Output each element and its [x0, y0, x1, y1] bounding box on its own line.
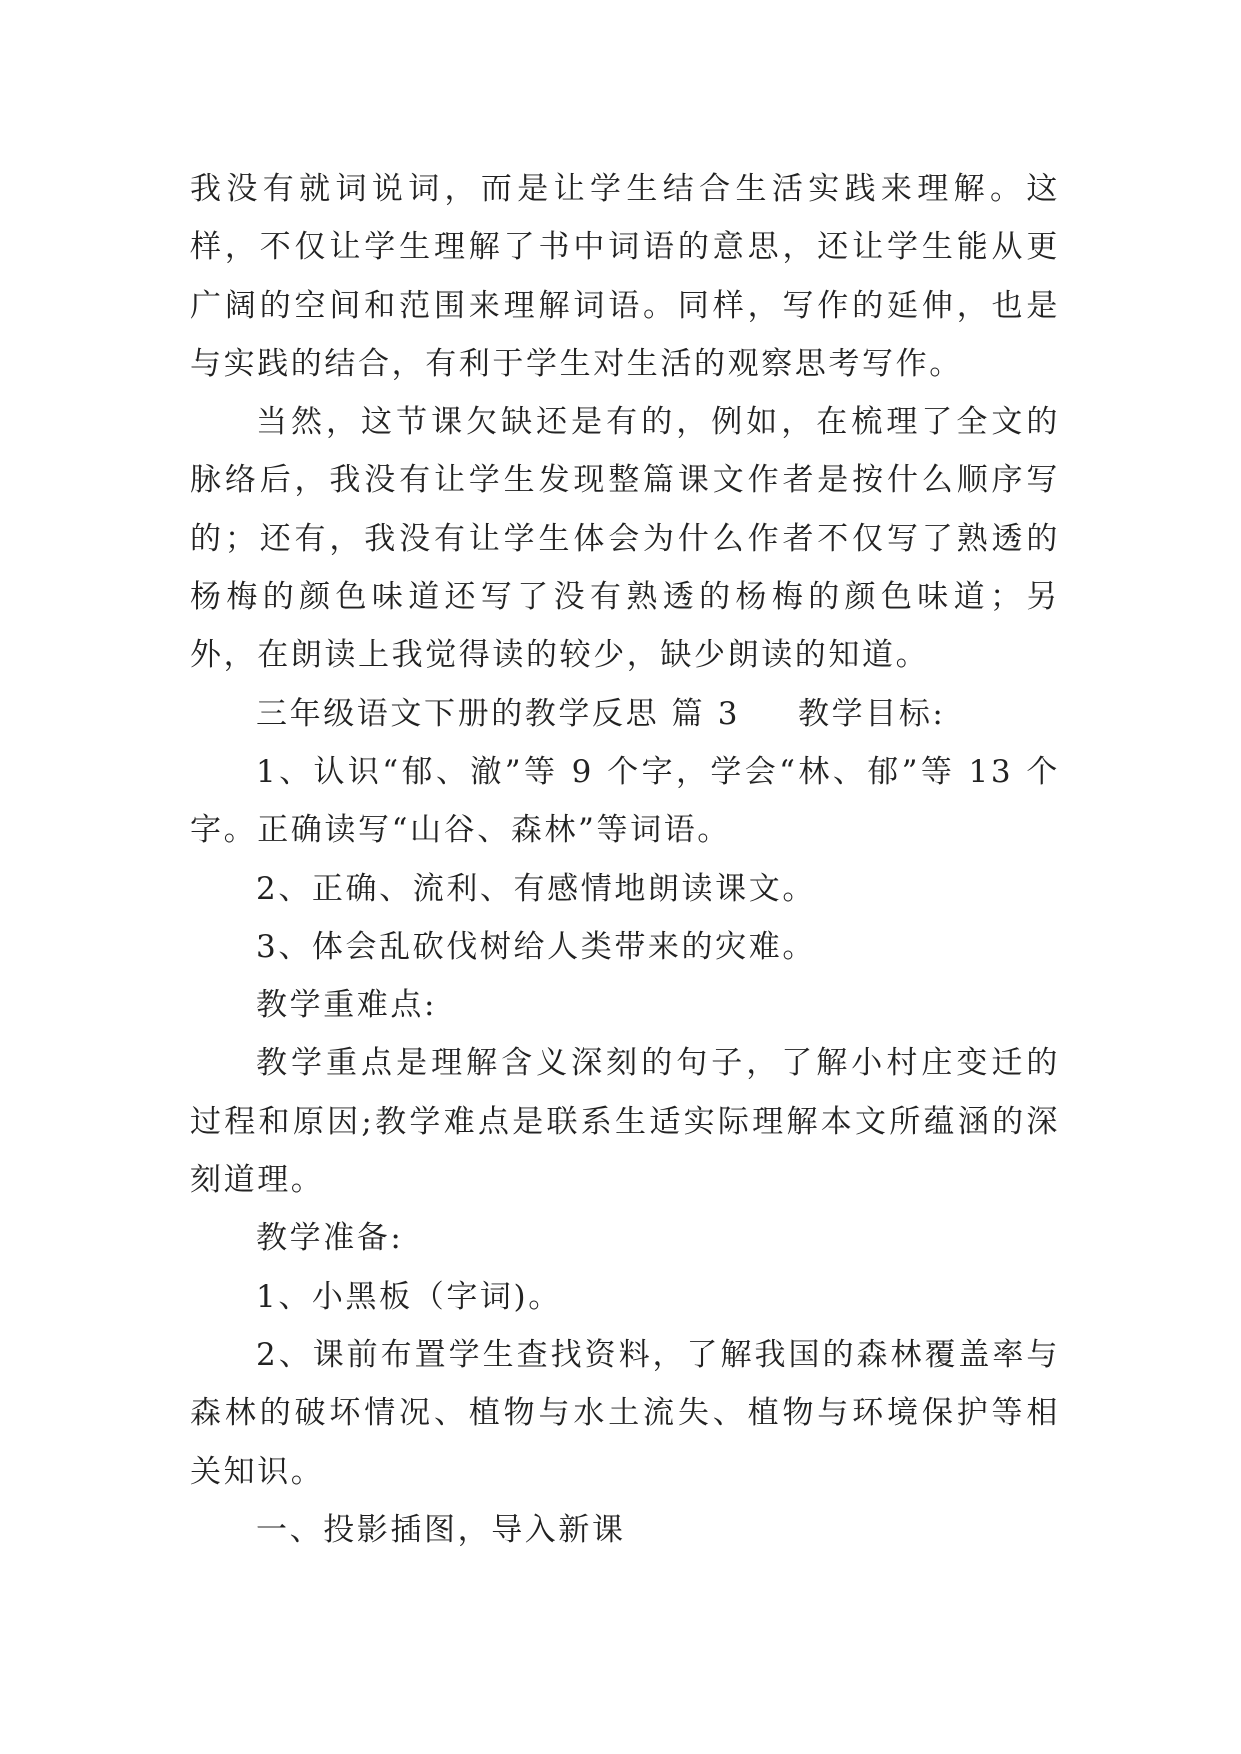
difficulty-heading: 教学重难点:: [256, 987, 438, 1024]
section-heading: [190, 685, 1060, 743]
goal-item-2: 2、正确、流利、有感情地朗读课文。: [256, 870, 816, 907]
goal-item-3: 3、体会乱砍伐树给人类带来的灾难。: [256, 928, 816, 965]
step-heading: 一、投影插图，导入新课: [256, 1511, 626, 1548]
paragraph-continuation: 我没有就词说词，而是让学生结合生活实践来理解。这样，不仅让学生理解了书中词语的意思，还让学生能从更广阔的空间和范围来理解词语。同样，写作的延伸，也是与实践的结合，有利于学生对生活的观察思考写作。: [190, 171, 1060, 382]
prep-item-2: 2、课前布置学生查找资料，了解我国的森林覆盖率与森林的破坏情况、植物与水土流失、植物与环境保护等相关知识。: [190, 1336, 1060, 1490]
document-body: [190, 160, 1060, 1559]
goal-item-1: 1、认识“郁、澈”等 9 个字，学会“林、郁”等 13 个字。正确读写“山谷、森林”等词语。: [190, 753, 1060, 849]
section-title: 三年级语文下册的教学反思 篇 3: [256, 695, 741, 732]
prep-item-1: 1、小黑板（字词)。: [256, 1278, 562, 1315]
section-subtitle: 教学目标:: [798, 695, 946, 732]
difficulty-text: 教学重点是理解含义深刻的句子，了解小村庄变迁的过程和原因;教学难点是联系生适实际理解本文所蕴涵的深刻道理。: [190, 1045, 1060, 1199]
paragraph-shortcomings: 当然，这节课欠缺还是有的，例如，在梳理了全文的脉络后，我没有让学生发现整篇课文作者是按什么顺序写的；还有，我没有让学生体会为什么作者不仅写了熟透的杨梅的颜色味道还写了没有熟透的杨梅的颜色味道；另外，在朗读上我觉得读的较少，缺少朗读的知道。: [190, 404, 1060, 674]
prep-heading: 教学准备:: [256, 1220, 404, 1257]
